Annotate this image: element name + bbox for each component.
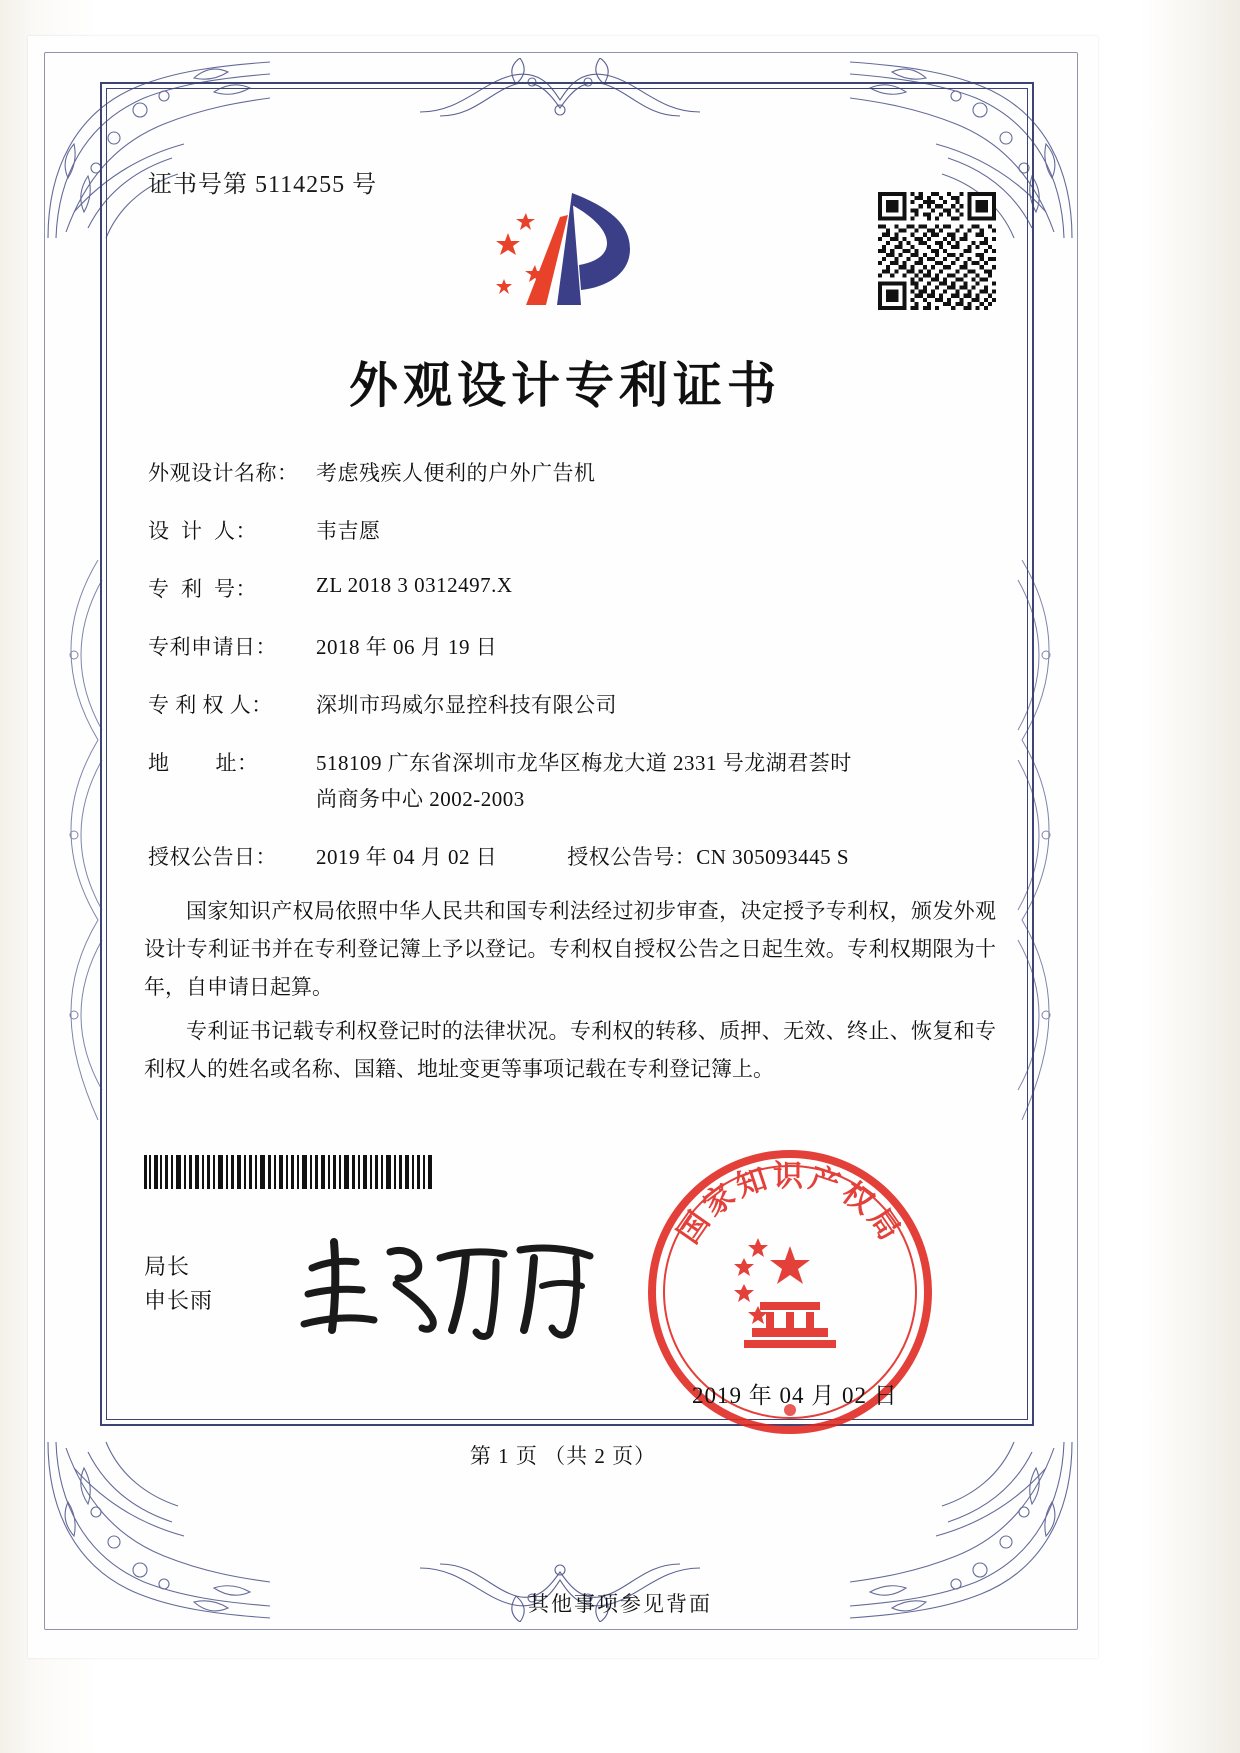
field-label: 专利申请日： xyxy=(148,635,277,659)
back-side-note: 其他事项参见背面 xyxy=(528,1592,712,1616)
address-line-2: 尚商务中心 2002-2003 xyxy=(316,787,525,811)
fields-block xyxy=(148,457,998,895)
svg-text:国家知识产权局: 国家知识产权局 xyxy=(671,1159,909,1251)
field-label: 地 址： xyxy=(148,751,259,775)
field-address xyxy=(148,747,998,813)
page-title: 外观设计专利证书 xyxy=(348,356,781,414)
paragraph-1: 国家知识产权局依照中华人民共和国专利法经过初步审查，决定授予专利权，颁发外观设计专利证书并在专利登记簿上予以登记。专利权自授权公告之日起生效。专利权期限为十年，自申请日起算。 xyxy=(144,899,996,999)
grant-date-label: 授权公告日： xyxy=(148,845,277,869)
handwritten-signature xyxy=(290,1232,620,1342)
cnipa-logo-icon xyxy=(480,187,670,317)
page-number: 第 1 页 （共 2 页） xyxy=(469,1444,657,1468)
qr-code xyxy=(878,192,996,310)
field-value: 2018 年 06 月 19 日 xyxy=(316,635,498,659)
director-label: 局长 xyxy=(144,1254,191,1279)
field-grant-row xyxy=(148,841,998,871)
field-patentee xyxy=(148,689,998,719)
field-label: 设 计 人： xyxy=(148,519,257,543)
paragraph-2: 专利证书记载专利权登记时的法律状况。专利权的转移、质押、无效、终止、恢复和专利权人的姓名或名称、国籍、地址变更等事项记载在专利登记簿上。 xyxy=(144,1019,996,1081)
director-name: 申长雨 xyxy=(144,1288,214,1313)
field-value: 韦吉愿 xyxy=(316,519,381,543)
field-value: 深圳市玛威尔显控科技有限公司 xyxy=(316,693,617,717)
field-value: 考虑残疾人便利的户外广告机 xyxy=(316,461,596,485)
field-label: 外观设计名称： xyxy=(148,461,299,485)
field-value: ZL 2018 3 0312497.X xyxy=(316,573,513,597)
field-label: 专 利 权 人： xyxy=(148,693,273,717)
legal-paragraphs xyxy=(144,892,996,1094)
barcode xyxy=(144,1155,434,1189)
field-value-multiline xyxy=(316,747,998,813)
field-label: 专 利 号： xyxy=(148,577,257,601)
field-application-date xyxy=(148,631,998,661)
field-designer xyxy=(148,515,998,545)
seal-date: 2019 年 04 月 02 日 xyxy=(692,1383,898,1408)
field-design-name xyxy=(148,457,998,487)
director-block xyxy=(144,1250,213,1318)
address-line-1: 518109 广东省深圳市龙华区梅龙大道 2331 号龙湖君荟时 xyxy=(316,751,852,775)
certificate-content xyxy=(100,82,1030,1422)
grant-number-value: CN 305093445 S xyxy=(696,845,850,869)
grant-number-label: 授权公告号： xyxy=(567,845,697,869)
certificate-number: 证书号第 5114255 号 xyxy=(148,172,378,198)
field-patent-number xyxy=(148,573,998,603)
grant-date-value: 2019 年 04 月 02 日 xyxy=(316,845,498,869)
